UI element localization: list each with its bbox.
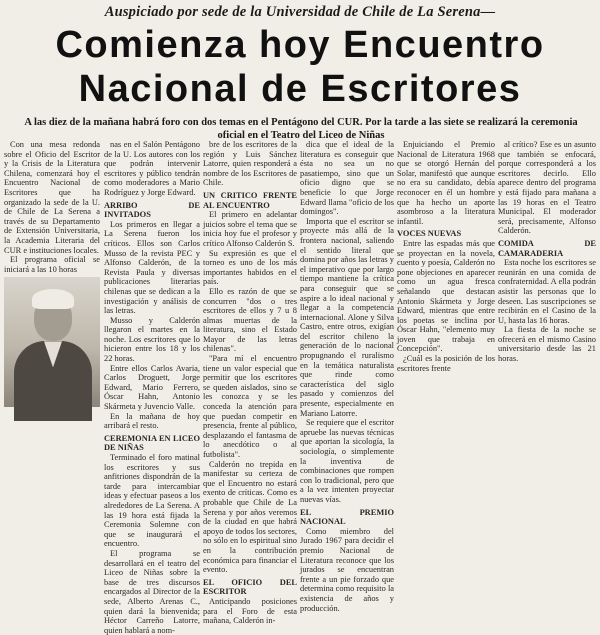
paragraph: Entre las espadas más que se proyectan en la novela, cuento y poesía, Calderón no pone objeciones en aparecer como un agua fresca señalando que destacan Antonio Skármeta y Jorge Edward, mientras que entre los poetas se inclina por Óscar Hahn, "elemento muy joven que trabaja en Concepción". xyxy=(397,238,495,354)
paragraph: Los primeros en llegar a La Serena fueron los críticos. Ellos son Carlos Musso de la revista PEC y Alfonso Calderón, de la Revista Paula y diversas publicaciones literarias chilenas que se dedican a la investigación y análisis de las letras. xyxy=(104,219,200,316)
paragraph: Entre ellos Carlos Avaria, Carlos Droguett, Jorge Edward, Mario Ferrero, Óscar Hahn, Antonio Skármeta y Juvencio Valle. xyxy=(104,363,200,412)
paragraph: Anticipando posiciones para el Foro de esta mañana, Calderón in- xyxy=(203,596,297,626)
paragraph: dica que el ideal de la literatura es conseguir que ésta no sea un no pasatiempo, sino que un oficio digno que se beneficie lo que Jorge Edward llama "oficio de los domingos". xyxy=(300,140,394,217)
paragraph: Con una mesa redonda sobre el Oficio del Escritor y la Crisis de la Literatura Chilena, comenzará hoy el Encuentro Nacional de Escritores que ha organizado la sede de la U. de Chile de La Serena a través de su Departamento de Extensión Universitaria, la Academia Literaria del CUR e instituciones locales. xyxy=(4,140,100,255)
column-1 xyxy=(4,140,100,536)
paragraph: La fiesta de la noche se ofrecerá en el mismo Casino universitario desde las 21 horas. xyxy=(498,325,596,364)
paragraph: ¿Cuál es la posición de los escritores frente xyxy=(397,354,495,373)
column-2 xyxy=(104,140,200,635)
paragraph: Importa que el escritor se proyecte más allá de la frontera nacional, saliendo el sentido literal que domina por años las letras y el imperativo que por largo tiempo mantiene la crítica para conseguir que se aspire a lo ideal nacional y llegar a la competencia internacional. Alone y Silva Castro, entre otros, exigían del escritor chileno la generación de lo nacional propugnando el ruralismo en la temática naturalista que rinde como característica del siglo pasado y comienzos del presente, especialmente en Mariano Latorre. xyxy=(300,216,394,418)
paragraph: Terminado el foro matinal los escritores y sus anfitriones dispondrán de la tarde para intercambiar ideas y efectuar paseos a los alrededores de La Serena. A las 19 hora está fijada la Ceremonia Solemne con que se inaugurará el encuentro. xyxy=(104,453,200,549)
deck: A las diez de la mañana habrá foro con dos temas en el Pentágono del CUR. Por la tarde a las siete se realizará la ceremonia oficial en el Teatro del Liceo de Niñas xyxy=(24,117,578,141)
column-5 xyxy=(397,140,495,536)
paragraph: En la mañana de hoy arribará el resto. xyxy=(104,411,200,431)
subheading: CEREMONIA EN LICEO DE NIÑAS xyxy=(104,433,200,453)
paragraph: El programa se desarrollará en el teatro del Liceo de Niñas sobre la base de tres discursos encargados al Director de la sede, Alberto Arenas C., quien dará la bienvenida; Héctor Carreño Latorre, quien hablará a nom- xyxy=(104,548,200,635)
kicker: Auspiciado por sede de la Universidad de Chile de La Serena— xyxy=(104,4,496,20)
subheading: COMIDA DE CAMARADERIA xyxy=(498,238,596,258)
paragraph: Ello es razón de que se concurren "dos o tres escritores de ellos y 7 u 8 almas muertas de la literatura, sino el Estado Mayor de las letras chilenas". xyxy=(203,286,297,354)
author-photo xyxy=(4,277,100,407)
paragraph: El programa oficial se iniciará a las 10 horas xyxy=(4,255,100,274)
paragraph: Se requiere que el escritor apruebe las nuevas técnicas que aportan la sicología, la sociología, o simplemente la inventiva de combinaciones que rompen con lo tradicional, pero que a la vez intenten proyectar nuevas vías. xyxy=(300,418,394,504)
paragraph: Como miembro del Jurado 1967 para decidir el premio Nacional de Literatura reconoce que los jurados se encuentran frente a un pie forzado que determina como requisito la existencia de años y producción. xyxy=(300,526,394,613)
subheading: VOCES NUEVAS xyxy=(397,229,462,239)
paragraph: al crítico? Ese es un asunto que también se enfocará, porque corresponderá a los escritores decirlo. Ello aparece dentro del programa y está fijado para mañana a las 19 horas en el Teatro Municipal. El moderador será, precisamente, Alfonso Calderón. xyxy=(498,140,596,236)
paragraph: Calderón no trepida en manifestar su certeza de que el Encuentro no estará exento de críticas. Como es probable que Chile de La Serena y por años veremos de la ciudad en que habrá apoyo de todos los sectores, no sólo en lo espiritual sino en la contribución económica para financiar el evento. xyxy=(203,459,297,575)
paragraph: bre de los escritores de la región y Luis Sánchez Latorre, quien responderá a nombre de los Escritores de Chile. xyxy=(203,140,297,188)
subheading: EL PREMIO NACIONAL xyxy=(300,507,394,527)
column-3 xyxy=(203,140,297,626)
paragraph: Enjuiciando el Premio Nacional de Literatura 1968 que se otorgó Hernán del Solar, manifestó que aunque no era su candidato, debía reconocer en él un hombre que ha hecho un aporte asombroso a la literatura infantil. xyxy=(397,140,495,226)
headline-line-1: Comienza hoy Encuentro xyxy=(55,24,545,66)
column-4 xyxy=(300,140,394,613)
subheading: UN CRITICO FRENTE AL ENCUENTRO xyxy=(203,190,297,210)
paragraph: nas en el Salón Pentágono de la U. Los autores con los que podrán intervenir escritores y público tendrán como moderadores a Mario Rodríguez y Jorge Edward. xyxy=(104,140,200,197)
paragraph: Esta noche los escritores se reunirán en una comida de confraternidad. A ella podrán asistir las personas que lo deseen. Las suscripciones se recibirán en el Casino de la U, hasta las 16 horas. xyxy=(498,258,596,325)
subheading: EL OFICIO DEL ESCRITOR xyxy=(203,577,297,597)
column-6 xyxy=(498,140,596,536)
paragraph: Musso y Calderón llegaron el martes en la noche. Los escritores que lo hicieron entre los 18 y los 22 horas. xyxy=(104,315,200,364)
paragraph: El primero en adelantar juicios sobre el tema que se inicia hoy fue el profesor y crítico Alfonso Calderón S. xyxy=(203,210,297,248)
paragraph: "Para mí el encuentro tiene un valor especial que permitir que los escritores se queden aislados, sino se les conozca y se les conceda la atención para que puedan competir en presencia, frente al público, desplazando el fantasma de lo anecdótico o al futbolista". xyxy=(203,354,297,459)
subheading: ARRIBO DE INVITADOS xyxy=(104,200,200,220)
paragraph: Su expresión es que el torneo es uno de los más importantes habidos en el país. xyxy=(203,248,297,287)
headline-line-2: Nacional de Escritores xyxy=(78,68,522,110)
